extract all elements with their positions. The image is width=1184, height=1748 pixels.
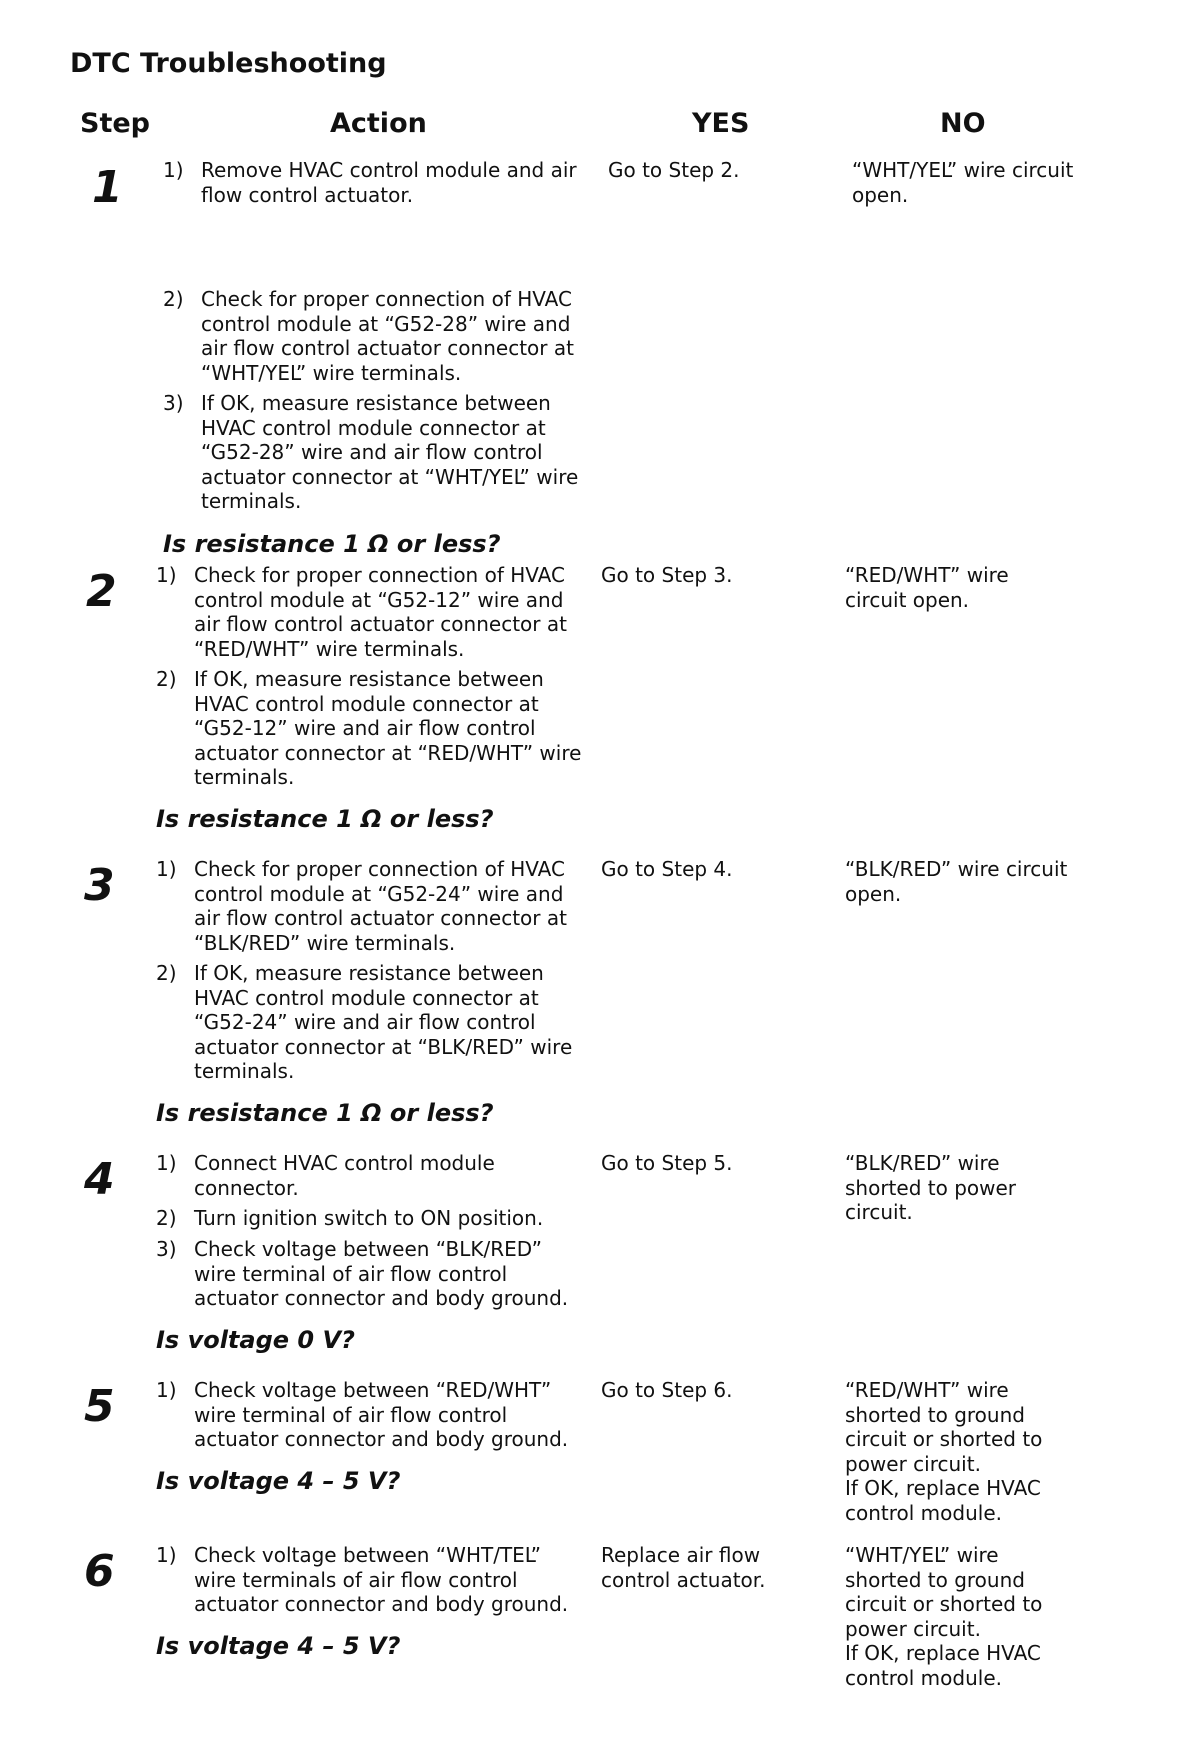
yes-result: Replace air flow control actuator. — [601, 1543, 766, 1592]
header-yes: YES — [692, 108, 750, 139]
step-number: 5 — [84, 1381, 115, 1432]
no-result: “RED/WHT” wire circuit open. — [845, 563, 1009, 612]
no-result: “BLK/RED” wire circuit open. — [845, 857, 1068, 906]
action-item: 3) If OK, measure resistance between HVAC control module connector at “G52-28” wire and air flow control actuator connector at “WHT/YEL” wire terminals. — [163, 391, 579, 513]
action-item: 2) If OK, measure resistance between HVAC control module connector at “G52-24” wire and air flow control actuator connector at “BLK/RED” wire terminals. — [156, 961, 573, 1083]
action-item: 1) Check for proper connection of HVAC control module at “G52-24” wire and air flow control actuator connector at “BLK/RED” wire terminals. — [156, 857, 567, 955]
step-question: Is resistance 1 Ω or less? — [156, 805, 494, 833]
no-result: “BLK/RED” wire shorted to power circuit. — [845, 1151, 1017, 1224]
no-result: “WHT/YEL” wire shorted to ground circuit or shorted to power circuit. — [845, 1543, 1043, 1641]
page-title: DTC Troubleshooting — [70, 48, 387, 79]
step-number: 1 — [92, 162, 123, 213]
step-number: 6 — [84, 1546, 115, 1597]
action-item: 2) Check for proper connection of HVAC control module at “G52-28” wire and air flow control actuator connector at “WHT/YEL” wire terminals. — [163, 287, 574, 385]
step-number: 2 — [86, 566, 117, 617]
step-question: Is voltage 0 V? — [156, 1326, 355, 1354]
action-item: 1) Check voltage between “WHT/TEL” wire terminals of air flow control actuator connector and body ground. — [156, 1543, 569, 1616]
step-question: Is resistance 1 Ω or less? — [156, 1099, 494, 1127]
action-item: 1) Check for proper connection of HVAC control module at “G52-12” wire and air flow control actuator connector at “RED/WHT” wire terminals. — [156, 563, 567, 661]
action-item: 2) If OK, measure resistance between HVAC control module connector at “G52-12” wire and air flow control actuator connector at “RED/WHT” wire terminals. — [156, 667, 582, 789]
action-item: 3) Check voltage between “BLK/RED” wire terminal of air flow control actuator connector and body ground. — [156, 1237, 569, 1310]
yes-result: Go to Step 4. — [601, 857, 733, 881]
header-action: Action — [330, 108, 427, 139]
action-item: 1) Check voltage between “RED/WHT” wire terminal of air flow control actuator connector and body ground. — [156, 1378, 569, 1451]
yes-result: Go to Step 5. — [601, 1151, 733, 1175]
yes-result: Go to Step 6. — [601, 1378, 733, 1402]
header-no: NO — [940, 108, 986, 139]
no-result-note: If OK, replace HVAC control module. — [845, 1641, 1041, 1690]
action-item: 1) Connect HVAC control module connector. — [156, 1151, 495, 1200]
no-result: “WHT/YEL” wire circuit open. — [852, 158, 1074, 207]
header-step: Step — [80, 108, 150, 139]
step-question: Is voltage 4 – 5 V? — [156, 1632, 401, 1660]
action-item: 2) Turn ignition switch to ON position. — [156, 1206, 544, 1230]
step-question: Is resistance 1 Ω or less? — [163, 530, 501, 558]
step-question: Is voltage 4 – 5 V? — [156, 1467, 401, 1495]
step-number: 3 — [84, 860, 115, 911]
no-result-note: If OK, replace HVAC control module. — [845, 1476, 1041, 1525]
yes-result: Go to Step 2. — [608, 158, 740, 182]
no-result: “RED/WHT” wire shorted to ground circuit or shorted to power circuit. — [845, 1378, 1043, 1476]
step-number: 4 — [84, 1154, 115, 1205]
action-item: 1) Remove HVAC control module and air flow control actuator. — [163, 158, 577, 207]
yes-result: Go to Step 3. — [601, 563, 733, 587]
